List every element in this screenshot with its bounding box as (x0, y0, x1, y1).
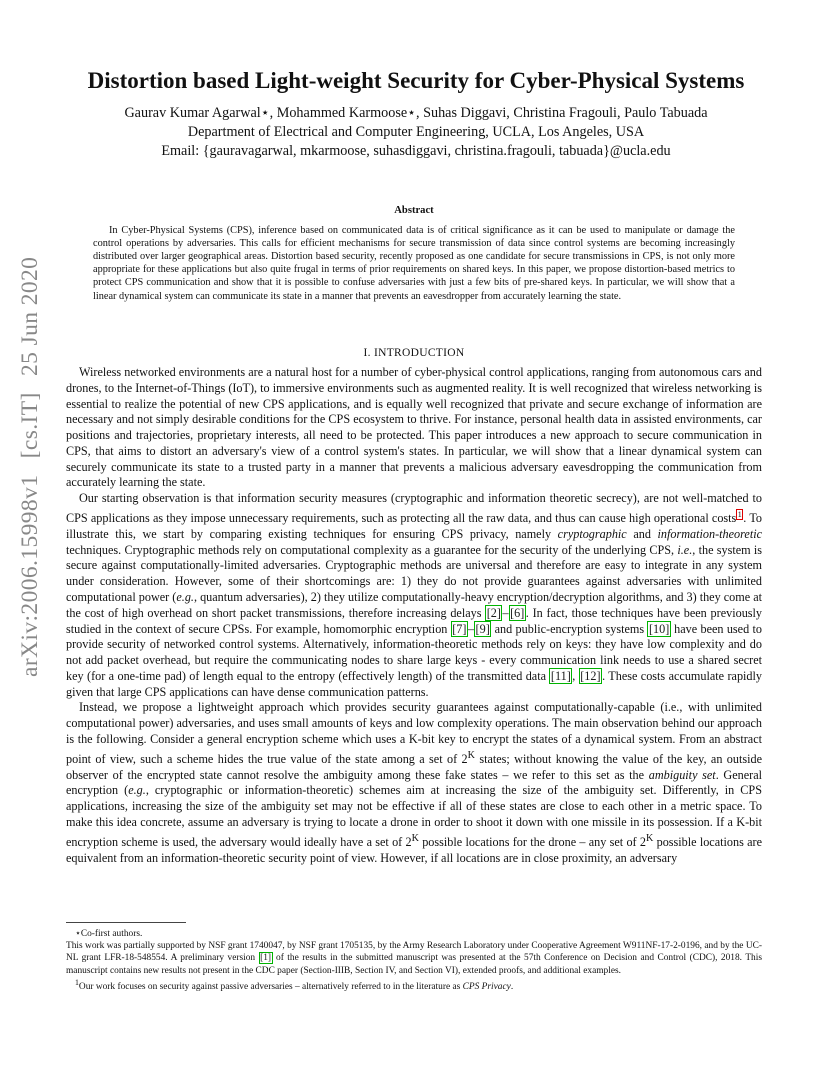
introduction-body (66, 365, 762, 866)
author-list: Gaurav Kumar Agarwal⋆, Mohammed Karmoose⋆, Suhas Diggavi, Christina Fragouli, Paulo Tabuada (124, 105, 708, 121)
arxiv-id: arXiv:2006.15998v1 (17, 474, 43, 677)
arxiv-category: [cs.IT] (17, 392, 43, 459)
author-email: Email: {gauravagarwal, mkarmoose, suhasdiggavi, christina.fragouli, tabuada}@ucla.edu (161, 143, 671, 159)
citation-link-2[interactable]: [2] (486, 605, 501, 620)
intro-paragraph-3: Instead, we propose a lightweight approach which provides security guarantees against computationally-capable (i.e., with unlimited computational power) adversaries, and uses small amounts of keys and low complexity operations. The main observation behind our approach is the following. Consider a general encryption scheme which uses a K-bit key to encrypt the states of a dynamical system. From an abstract point of view, such a scheme hides the true value of the state among a set of $2^K$ states; without knowing the value of the key, an outside observer of the encrypted state cannot resolve the ambiguity among these fake states – we refer to this set as the ambiguity set. General encryption (e.g., cryptographic or information-theoretic) schemes aim at increasing the size of the ambiguity set. Differently, in CPS applications, increasing the size of the ambiguity set may not be effective if all of these states are close to each other in a metric space. To make this idea concrete, assume an adversary is trying to locate a drone in order to shoot it down with one missile in its possession. If a K-bit encryption scheme is used, the adversary would ideally have a set of $2^K$ possible locations for the drone – any set of $2^K$ possible locations are equivalent from an information-theoretic security point of view. However, if all locations are in close proximity, an adversary (66, 700, 762, 865)
author-block (66, 104, 766, 161)
footnote-rule (66, 922, 186, 923)
citation-link-12[interactable]: [12] (580, 668, 601, 683)
affiliation: Department of Electrical and Computer Engineering, UCLA, Los Angeles, USA (187, 124, 645, 140)
citation-link-7[interactable]: [7] (452, 621, 467, 636)
footnote-1: $^1$Our work focuses on security against passive adversaries – alternatively referred to in the literature as CPS Privacy. (75, 977, 514, 992)
citation-link-10[interactable]: [10] (648, 621, 670, 636)
footnote-ref-1[interactable]: 1 (737, 510, 742, 520)
abstract-heading: Abstract (394, 205, 434, 216)
citation-link-1[interactable]: [1] (260, 953, 272, 964)
arxiv-date: 25 Jun 2020 (17, 256, 43, 376)
citation-link-11[interactable]: [11] (550, 668, 571, 683)
abstract-text: In Cyber-Physical Systems (CPS), inference based on communicated data is of critical significance as it can be used to manipulate or damage the control operations by adversaries. This calls for efficient mechanisms for secure transmission of data since control systems are becoming increasingly distributed over larger geographical areas. Distortion based security, recently proposed as one candidate for secure transmissions in CPS, is not only more appropriate for these applications but also quite frugal in terms of prior requirements on shared keys. In this paper, we propose distortion-based metrics to protect CPS communication and show that it is possible to confuse adversaries with just a few bits of pre-shared keys. In particular, we will show that a linear dynamical system can communicate its state in a manner that prevents an eavesdropper from accurately learning the state. (93, 225, 735, 302)
intro-paragraph-2: Our starting observation is that information security measures (cryptographic and information theoretic secrecy), are not well-matched to CPS applications as they impose unnecessary requirements, such as protecting all the raw data, and thus can cause high operational costs $^1$ . To illustrate this, we start by comparing existing techniques for ensuring CPS privacy, namely cryptographic and information-theoretic techniques. Cryptographic methods rely on computational complexity as a guarantee for the security of the underlying CPS, i.e., the system is secure against computationally-limited adversaries. Cryptographic methods are universal and therefore are easy to integrate in any system under consideration. However, some of their shortcomings are: 1) they do not provide guarantees against adversaries with unlimited computational power (e.g., quantum adversaries), 2) they utilize computationally-heavy encryption/decryption algorithms, and 3) they come at the cost of high overhead on short packet transmissions, therefore increasing delays [2] – [6] . In fact, those techniques have been previously studied in the context of secure CPSs. For example, homomorphic encryption [7] – [9] and public-encryption systems [10] have been used to provide security of networked control systems. Alternatively, information-theoretic methods rely on keys: they have low complexity and do not add packet overhead, but require the communicating nodes to share large keys - every communication link needs to use a shared secret key (for a one-time pad) of length equal to the entropy (effectively length) of the transmitted data [11] , [12] . These costs accumulate rapidly given that large CPS applications can have dense communication patterns. (66, 491, 763, 699)
footnotes (66, 928, 762, 993)
footnote-cofirst: ⋆Co-first authors. (75, 929, 143, 939)
citation-link-6[interactable]: [6] (510, 605, 525, 620)
intro-paragraph-1: Wireless networked environments are a natural host for a number of cyber-physical control applications, ranging from autonomous cars and drones, to the Internet-of-Things (IoT), to immersive environments such as augmented reality. It is well recognized that wireless networking is essential to realize the potential of new CPS applications, and is equally well recognized that private and secure exchange of information are necessary and not simply desirable conditions for the CPS ecosystem to thrive. For instance, personal health data in assisted environments, car positions and trajectories, proprietary interests, all need to be protected. This paper introduces a new approach to secure communication in CPS, that aims to distort an adversary's view of a control system's states. In particular, we will show that a linear dynamical system can securely communicate its state to a trusted party in a manner that prevents a malicious adversary eavesdropping the communication from accurately learning the state. (66, 365, 762, 490)
citation-link-9[interactable]: [9] (475, 621, 490, 636)
abstract (93, 204, 735, 303)
paper-title: Distortion based Light-weight Security for Cyber-Physical Systems (87, 68, 745, 93)
section-heading-introduction: I. INTRODUCTION (363, 347, 465, 359)
footnote-funding: This work was partially supported by NSF grant 1740047, by NSF grant 1705135, by the Army Research Laboratory under Cooperative Agreement W911NF-17-2-0196, and by the UC-NL grant LFR-18-548554. A preliminary version [1] of the results in the submitted manuscript was presented at the 57th Conference on Decision and Control (CDC), 2018. This manuscript contains new results not present in the CDC paper (Section-IIIB, Section IV, and Section VI), extended proofs, and additional examples. (66, 941, 762, 976)
arxiv-sidebar-stamp (15, 256, 45, 682)
